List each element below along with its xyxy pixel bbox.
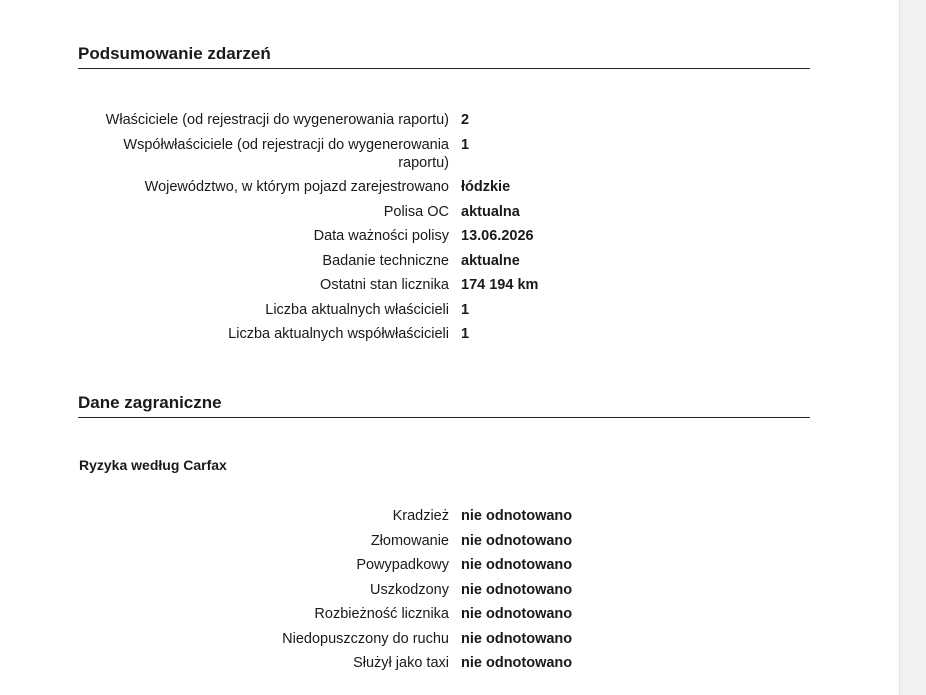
row-label: Służył jako taxi <box>353 655 449 671</box>
row-label: Powypadkowy <box>356 557 449 573</box>
row-value: łódzkie <box>461 179 511 195</box>
summary-row <box>78 178 810 196</box>
row-value: 1 <box>461 326 470 342</box>
row-label: Polisa OC <box>383 203 449 220</box>
row-value: nie odnotowano <box>461 557 573 573</box>
section-title-foreign: Dane zagraniczne <box>78 393 810 418</box>
carfax-table <box>78 507 810 679</box>
row-value: 174 194 km <box>461 277 539 293</box>
summary-row <box>78 203 810 221</box>
summary-row <box>78 325 810 343</box>
carfax-row <box>78 556 810 574</box>
row-label: Liczba aktualnych współwłaścicieli <box>228 326 449 342</box>
carfax-row <box>78 507 810 525</box>
row-label: Rozbieżność licznika <box>314 606 449 622</box>
row-label: Współwłaściciele (od rejestracji do wygenerowania raportu) <box>123 136 449 171</box>
row-value: 1 <box>461 301 470 318</box>
carfax-row <box>78 532 810 550</box>
row-label: Niedopuszczony do ruchu <box>282 630 449 647</box>
row-value: nie odnotowano <box>461 630 573 647</box>
carfax-row <box>78 581 810 599</box>
vertical-scrollbar[interactable] <box>899 0 926 695</box>
row-label: Właściciele (od rejestracji do wygenerowania raportu) <box>105 112 449 128</box>
summary-row <box>78 276 810 294</box>
summary-row <box>78 227 810 245</box>
summary-table <box>78 111 810 350</box>
row-value: nie odnotowano <box>461 532 573 549</box>
row-value: nie odnotowano <box>461 606 573 622</box>
row-label: Liczba aktualnych właścicieli <box>265 301 449 318</box>
row-label: Złomowanie <box>370 532 449 549</box>
summary-row <box>78 136 810 172</box>
row-label: Data ważności polisy <box>313 228 449 244</box>
row-label: Ostatni stan licznika <box>320 277 449 293</box>
row-label: Kradzież <box>392 508 449 524</box>
row-value: nie odnotowano <box>461 655 573 671</box>
row-value: 13.06.2026 <box>461 228 534 244</box>
row-label: Badanie techniczne <box>322 252 449 269</box>
subsection-title-carfax: Ryzyka według Carfax <box>79 457 227 473</box>
row-value: aktualna <box>461 203 520 220</box>
row-value: nie odnotowano <box>461 508 573 524</box>
carfax-row <box>78 630 810 648</box>
row-value: 1 <box>461 136 470 153</box>
carfax-row <box>78 605 810 623</box>
row-label: Województwo, w którym pojazd zarejestrowano <box>144 179 449 195</box>
summary-row <box>78 301 810 319</box>
section-title-summary: Podsumowanie zdarzeń <box>78 44 810 69</box>
summary-row <box>78 252 810 270</box>
row-label: Uszkodzony <box>370 581 449 598</box>
carfax-row <box>78 654 810 672</box>
row-value: nie odnotowano <box>461 581 573 598</box>
summary-row <box>78 111 810 129</box>
row-value: aktualne <box>461 252 520 269</box>
row-value: 2 <box>461 112 470 128</box>
